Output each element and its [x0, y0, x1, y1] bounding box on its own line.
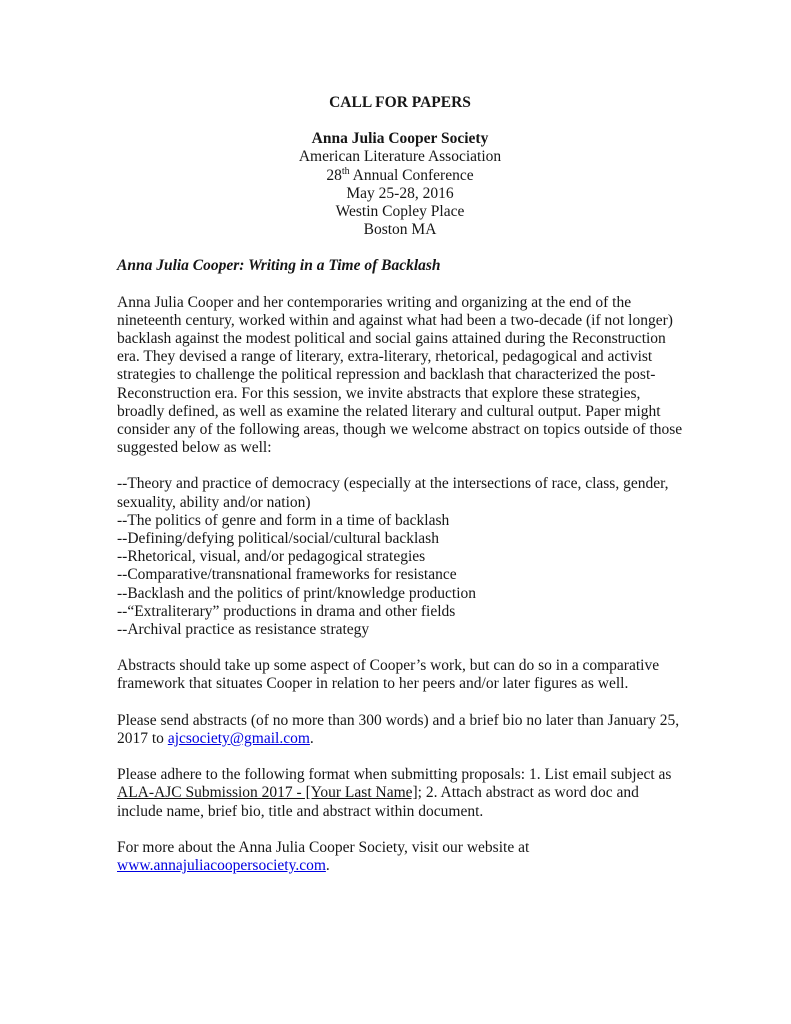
send-abstracts-text: Please send abstracts (of no more than 300 words) and a brief bio no later than January 25, 2017 to: [117, 711, 680, 747]
topic-item: --Rhetorical, visual, and/or pedagogical strategies: [117, 548, 426, 566]
topic-item: --The politics of genre and form in a time of backlash: [117, 511, 450, 529]
send-abstracts-period: .: [309, 729, 314, 747]
subject-line-format: ALA-AJC Submission 2017 - [Your Last Name]: [117, 784, 418, 802]
session-title: Anna Julia Cooper: Writing in a Time of Backlash: [117, 257, 441, 275]
email-link[interactable]: ajcsociety@gmail.com: [167, 729, 310, 747]
topic-item: --Archival practice as resistance strategy: [117, 621, 370, 639]
conference-rest: Annual Conference: [349, 166, 474, 184]
conference-line: [117, 167, 683, 185]
topics-list: [117, 475, 683, 639]
topic-item: --“Extraliterary” productions in drama and other fields: [117, 602, 456, 620]
website-paragraph: [117, 839, 683, 875]
document-title: CALL FOR PAPERS: [329, 94, 471, 111]
send-abstracts-paragraph: [117, 712, 683, 748]
conference-number: 28: [326, 166, 342, 184]
topic-item: --Backlash and the politics of print/knowledge production: [117, 584, 476, 602]
conference-dates: May 25-28, 2016: [346, 184, 454, 202]
society-name: Anna Julia Cooper Society: [311, 130, 489, 148]
website-link[interactable]: www.annajuliacoopersociety.com: [117, 856, 326, 874]
abstracts-note-paragraph: Abstracts should take up some aspect of Cooper’s work, but can do so in a comparative framework that situates Cooper in relation to her peers and/or later figures as well.: [117, 657, 660, 693]
format-text-after: ; 2. Attach abstract as word doc and include name, brief bio, title and abstract within document.: [117, 784, 639, 820]
website-text: For more about the Anna Julia Cooper Society, visit our website at: [117, 838, 530, 856]
topic-item: --Theory and practice of democracy (especially at the intersections of race, class, gender, sexuality, ability and/or nation): [117, 475, 669, 511]
conference-header: [117, 130, 683, 239]
website-period: .: [325, 856, 330, 874]
format-text-before: Please adhere to the following format when submitting proposals: 1. List email subject as: [117, 766, 672, 784]
topic-item: --Comparative/transnational frameworks for resistance: [117, 566, 457, 584]
conference-city: Boston MA: [363, 221, 437, 239]
topic-item: --Defining/defying political/social/cultural backlash: [117, 530, 439, 548]
intro-paragraph: Anna Julia Cooper and her contemporaries writing and organizing at the end of the nineteenth century, worked within and against what had been a two-decade (if not longer) backlash against the modest political and social gains attained during the Reconstruction era. They devised a range of literary, extra-literary, rhetorical, pedagogical and activist strategies to challenge the political repression and backlash that characterized the post-Reconstruction era. For this session, we invite abstracts that explore these strategies, broadly defined, as well as examine the related literary and cultural output. Paper might consider any of the following areas, though we welcome abstract on topics outside of those suggested below as well:: [117, 293, 683, 457]
conference-ordinal: th: [341, 165, 350, 177]
association-name: American Literature Association: [298, 148, 502, 166]
conference-venue: Westin Copley Place: [335, 203, 465, 221]
format-paragraph: [117, 766, 683, 821]
